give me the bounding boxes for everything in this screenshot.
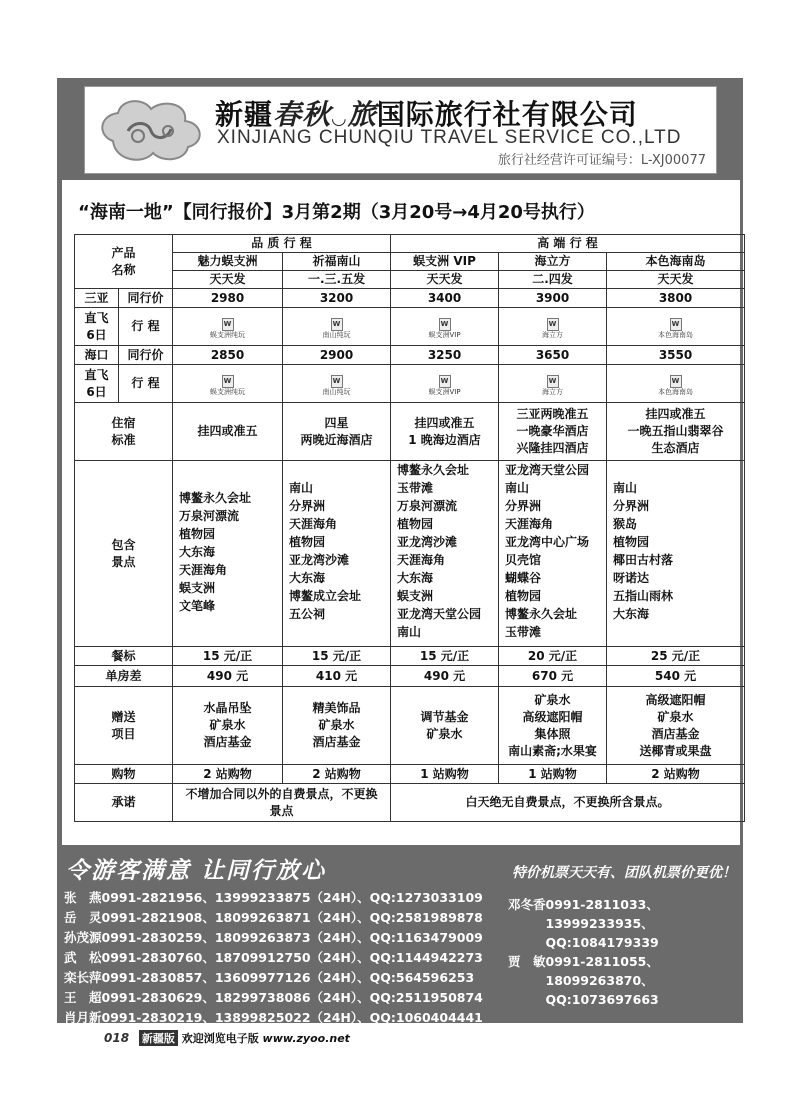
departure-days: 天天发 xyxy=(391,271,499,289)
shopping-stops: 2 站购物 xyxy=(607,765,745,784)
group-quality-header: 品 质 行 程 xyxy=(173,235,391,253)
price-label: 同行价 xyxy=(119,289,173,308)
meal-standard: 15 元/正 xyxy=(283,647,391,666)
cloud-logo-icon xyxy=(93,91,213,169)
welcome-text: 欢迎浏览电子版 xyxy=(181,1032,259,1045)
lodging-standard: 三亚两晚准五 一晚豪华酒店 兴隆挂四酒店 xyxy=(499,403,607,461)
itinerary-doc[interactable]: W 蜈支洲VIP xyxy=(391,308,499,346)
meal-standard: 25 元/正 xyxy=(607,647,745,666)
slogan: 令游客满意 让同行放心 xyxy=(66,857,327,884)
contact-list-secondary xyxy=(508,895,659,1009)
sights-list: 亚龙湾天堂公园 南山 分界洲 天涯海角 亚龙湾中心广场 贝壳馆 蝴蝶谷 植物园 博鳌永久会址 玉带滩 xyxy=(499,461,607,647)
contact-line: 岳 灵0991-2821908、18099263871（24H）、QQ:2581989878 xyxy=(64,910,483,925)
shopping-stops: 2 站购物 xyxy=(173,765,283,784)
itinerary-label: 行 程 xyxy=(119,308,173,346)
contact-line: 肖月新0991-2830219、13899825022（24H）、QQ:1060404441 xyxy=(64,1010,483,1025)
product-name: 祈福南山 xyxy=(283,253,391,271)
company-name-en: XINJIANG CHUNQIU TRAVEL SERVICE CO.,LTD xyxy=(217,127,682,148)
sights-list: 博鳌永久会址 万泉河漂流 植物园 大东海 天涯海角 蜈支洲 文笔峰 xyxy=(173,461,283,647)
itinerary-doc[interactable]: W 蜈支洲纯玩 xyxy=(173,365,283,403)
itinerary-doc[interactable]: W 南山纯玩 xyxy=(283,308,391,346)
haikou-label: 海口 xyxy=(75,346,119,365)
promo-text: 特价机票天天有、团队机票价更优！ xyxy=(512,865,736,881)
single-supplement: 490 元 xyxy=(173,666,283,687)
haikou-price: 3650 xyxy=(499,346,607,365)
meal-standard: 15 元/正 xyxy=(391,647,499,666)
meal-label: 餐标 xyxy=(75,647,173,666)
sanya-price: 3800 xyxy=(607,289,745,308)
promise-label: 承诺 xyxy=(75,784,173,822)
haikou-duration: 直飞 6日 xyxy=(75,365,119,403)
haikou-price: 3250 xyxy=(391,346,499,365)
single-supplement-label: 单房差 xyxy=(75,666,173,687)
contact-line: 13999233935、 xyxy=(508,916,654,931)
contact-line: 张 燕0991-2821956、13999233875（24H）、QQ:1273033109 xyxy=(64,890,483,905)
sanya-price: 3900 xyxy=(499,289,607,308)
rate-table xyxy=(74,234,745,822)
itinerary-doc[interactable]: W 海立方 xyxy=(499,308,607,346)
departure-days: 天天发 xyxy=(607,271,745,289)
product-name: 魅力蜈支洲 xyxy=(173,253,283,271)
gift-items: 高级遮阳帽 矿泉水 酒店基金 送椰青或果盘 xyxy=(607,687,745,765)
shopping-stops: 2 站购物 xyxy=(283,765,391,784)
haikou-price: 2900 xyxy=(283,346,391,365)
single-supplement: 410 元 xyxy=(283,666,391,687)
word-doc-icon: W xyxy=(547,318,559,331)
page-title: “海南一地”【同行报价】3月第2期（3月20号→4月20号执行） xyxy=(78,202,595,223)
sanya-price: 3200 xyxy=(283,289,391,308)
word-doc-icon: W xyxy=(547,375,559,388)
word-doc-icon: W xyxy=(439,375,451,388)
contact-line: 邓冬香0991-2811033、 xyxy=(508,897,659,912)
word-doc-icon: W xyxy=(670,318,682,331)
sights-label: 包含 景点 xyxy=(75,461,173,647)
gift-label: 赠送 项目 xyxy=(75,687,173,765)
group-premium-header: 高 端 行 程 xyxy=(391,235,745,253)
departure-days: 二.四发 xyxy=(499,271,607,289)
itinerary-doc[interactable]: W 南山纯玩 xyxy=(283,365,391,403)
promise-quality: 不增加合同以外的自费景点，不更换 景点 xyxy=(173,784,391,822)
shopping-label: 购物 xyxy=(75,765,173,784)
company-header xyxy=(84,86,717,174)
haikou-price: 2850 xyxy=(173,346,283,365)
itinerary-doc[interactable]: W 本色海南岛 xyxy=(607,365,745,403)
sights-list: 南山 分界洲 猴岛 植物园 椰田古村落 呀诺达 五指山雨林 大东海 xyxy=(607,461,745,647)
departure-days: 一.三.五发 xyxy=(283,271,391,289)
license-number: 旅行社经营许可证编号：L-XJ00077 xyxy=(497,153,706,168)
sanya-duration: 直飞 6日 xyxy=(75,308,119,346)
price-label: 同行价 xyxy=(119,346,173,365)
meal-standard: 20 元/正 xyxy=(499,647,607,666)
itinerary-doc[interactable]: W 本色海南岛 xyxy=(607,308,745,346)
shopping-stops: 1 站购物 xyxy=(391,765,499,784)
single-supplement: 540 元 xyxy=(607,666,745,687)
contact-line: 王 超0991-2830629、18299738086（24H）、QQ:2511950874 xyxy=(64,990,483,1005)
promise-premium: 白天绝无自费景点，不更换所含景点。 xyxy=(391,784,745,822)
word-doc-icon: W xyxy=(670,375,682,388)
product-name-header: 产品 名称 xyxy=(75,235,173,289)
itinerary-doc[interactable]: W 蜈支洲VIP xyxy=(391,365,499,403)
gift-items: 水晶吊坠 矿泉水 酒店基金 xyxy=(173,687,283,765)
lodging-standard: 挂四或准五 一晚五指山翡翠谷 生态酒店 xyxy=(607,403,745,461)
company-name-cn: 新疆春秋◡旅国际旅行社有限公司 xyxy=(215,98,638,131)
page-footer xyxy=(104,1030,350,1046)
contact-line: 武 松0991-2830760、18709912750（24H）、QQ:1144942273 xyxy=(64,950,483,965)
word-doc-icon: W xyxy=(331,318,343,331)
haikou-price: 3550 xyxy=(607,346,745,365)
lodging-label: 住宿 标准 xyxy=(75,403,173,461)
contact-line: 孙茂源0991-2830259、18099263873（24H）、QQ:1163479009 xyxy=(64,930,483,945)
meal-standard: 15 元/正 xyxy=(173,647,283,666)
contact-line: QQ:1073697663 xyxy=(508,992,659,1007)
lodging-standard: 四星 两晚近海酒店 xyxy=(283,403,391,461)
departure-days: 天天发 xyxy=(173,271,283,289)
gift-items: 矿泉水 高级遮阳帽 集体照 南山素斋;水果宴 xyxy=(499,687,607,765)
contact-line: 18099263870、 xyxy=(508,973,654,988)
sanya-price: 2980 xyxy=(173,289,283,308)
product-name: 海立方 xyxy=(499,253,607,271)
itinerary-doc[interactable]: W 海立方 xyxy=(499,365,607,403)
lodging-standard: 挂四或准五 xyxy=(173,403,283,461)
contact-line: 栾长萍0991-2830857、13609977126（24H）、QQ:564596253 xyxy=(64,970,475,985)
gift-items: 调节基金 矿泉水 xyxy=(391,687,499,765)
product-name: 本色海南岛 xyxy=(607,253,745,271)
website-link[interactable]: www.zyoo.net xyxy=(262,1032,350,1045)
single-supplement: 670 元 xyxy=(499,666,607,687)
edition-tag: 新疆版 xyxy=(139,1030,178,1046)
sights-list: 博鳌永久会址 玉带滩 万泉河漂流 植物园 亚龙湾沙滩 天涯海角 大东海 蜈支洲 亚龙湾天堂公园 南山 xyxy=(391,461,499,647)
slogan-banner xyxy=(62,852,738,886)
word-doc-icon: W xyxy=(222,318,234,331)
word-doc-icon: W xyxy=(331,375,343,388)
itinerary-label: 行 程 xyxy=(119,365,173,403)
lodging-standard: 挂四或准五 1 晚海边酒店 xyxy=(391,403,499,461)
contact-line: 贾 敏0991-2811055、 xyxy=(508,954,659,969)
sights-list: 南山 分界洲 天涯海角 植物园 亚龙湾沙滩 大东海 博鳌成立会址 五公祠 xyxy=(283,461,391,647)
single-supplement: 490 元 xyxy=(391,666,499,687)
page-number: 018 xyxy=(104,1031,130,1045)
itinerary-doc[interactable]: W 蜈支洲纯玩 xyxy=(173,308,283,346)
gift-items: 精美饰品 矿泉水 酒店基金 xyxy=(283,687,391,765)
sanya-price: 3400 xyxy=(391,289,499,308)
contact-list xyxy=(64,888,504,1028)
sanya-label: 三亚 xyxy=(75,289,119,308)
shopping-stops: 1 站购物 xyxy=(499,765,607,784)
word-doc-icon: W xyxy=(222,375,234,388)
product-name: 蜈支洲 VIP xyxy=(391,253,499,271)
word-doc-icon: W xyxy=(439,318,451,331)
contact-line: QQ:1084179339 xyxy=(508,935,659,950)
